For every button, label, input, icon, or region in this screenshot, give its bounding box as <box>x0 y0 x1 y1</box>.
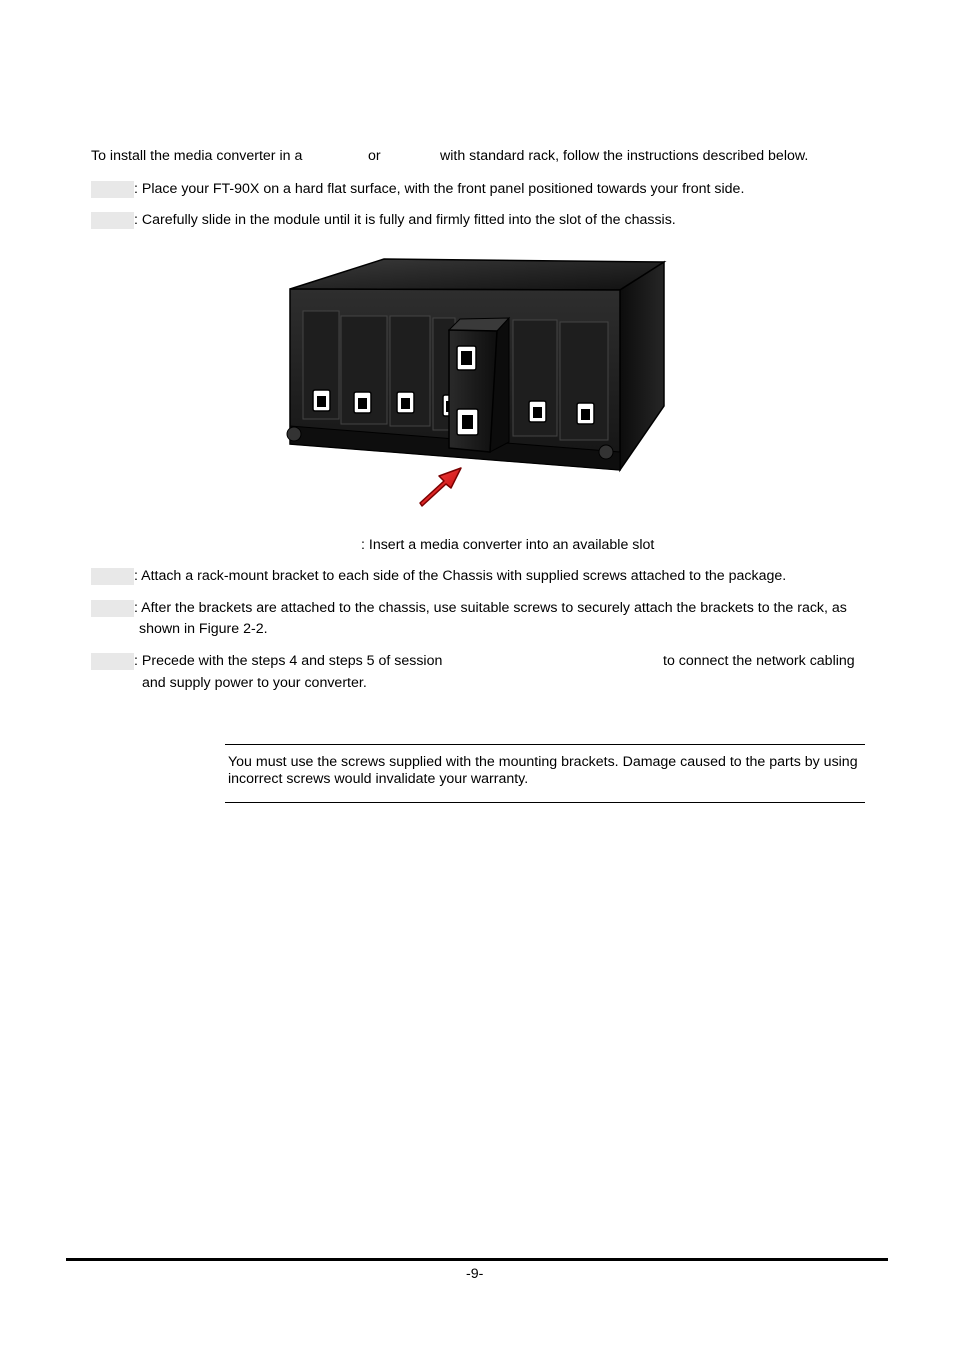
chassis-foot-left <box>287 427 301 441</box>
step-5-text-line1a: : Precede with the steps 4 and steps 5 of session <box>134 653 443 669</box>
inserted-module <box>449 318 509 452</box>
intro-text-part3: with standard rack, follow the instructions described below. <box>440 148 809 164</box>
step-1-text: : Place your FT-90X on a hard flat surface, with the front panel positioned towards your front side. <box>134 181 745 197</box>
intro-text-part2: or <box>368 148 381 164</box>
step-4-label-box <box>91 600 134 617</box>
step-2-label-box <box>91 212 134 229</box>
step-4-text-line1: : After the brackets are attached to the chassis, use suitable screws to securely attach the brackets to the rack, as <box>134 600 847 616</box>
step-5-label-box <box>91 653 134 670</box>
step-2-text: : Carefully slide in the module until it is fully and firmly fitted into the slot of the chassis. <box>134 212 676 228</box>
figure-caption: : Insert a media converter into an available slot <box>361 537 655 553</box>
note-text-line1: You must use the screws supplied with the mounting brackets. Damage caused to the parts by using <box>228 754 858 770</box>
step-4-text-line2: shown in Figure 2-2. <box>139 621 268 637</box>
step-5-text-line1b: to connect the network cabling <box>663 653 855 669</box>
step-3-text: : Attach a rack-mount bracket to each side of the Chassis with supplied screws attached to the package. <box>134 568 787 584</box>
intro-text-part1: To install the media converter in a <box>91 148 303 164</box>
note-text-line2: incorrect screws would invalidate your warranty. <box>228 771 529 787</box>
note-top-rule <box>225 744 865 745</box>
footer-rule <box>66 1258 888 1261</box>
chassis-side <box>620 262 664 470</box>
step-5-text-line2: and supply power to your converter. <box>142 675 367 691</box>
step-1-label-box <box>91 181 134 198</box>
chassis-figure <box>284 256 674 514</box>
insert-arrow-icon <box>420 468 461 506</box>
step-3-label-box <box>91 568 134 585</box>
page-number: -9- <box>466 1266 484 1282</box>
chassis-top <box>290 259 664 290</box>
chassis-foot-right <box>599 445 613 459</box>
note-bottom-rule <box>225 802 865 803</box>
